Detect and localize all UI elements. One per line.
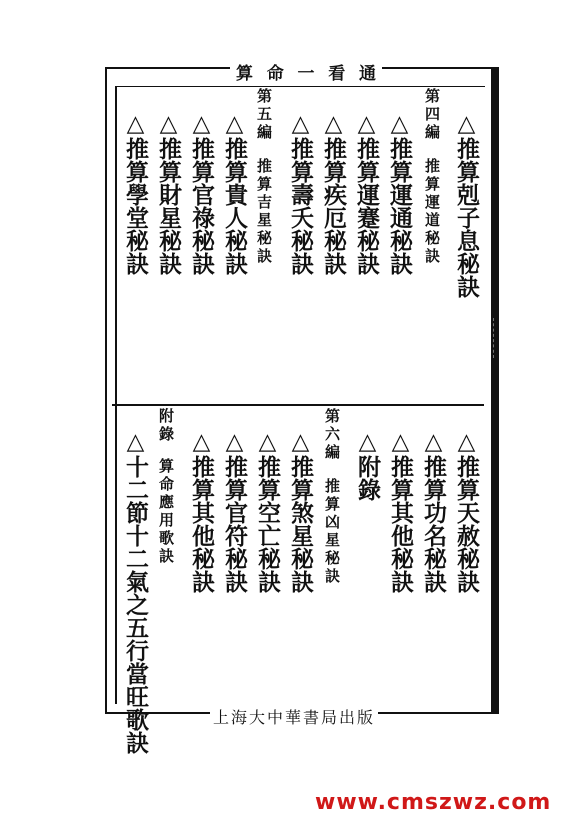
section-heading-4 (424, 88, 439, 266)
toc-entry[interactable]: △推算其他秘訣 (387, 428, 414, 593)
toc-entry[interactable]: △推算官祿秘訣 (188, 110, 215, 275)
section-label: 附錄 (157, 408, 175, 444)
toc-entry[interactable]: △推算財星秘訣 (155, 110, 182, 275)
toc-entry[interactable]: △推算壽夭秘訣 (287, 110, 314, 275)
binding-mark (493, 318, 504, 358)
appendix-heading (158, 408, 173, 566)
toc-entry[interactable]: △推算運蹇秘訣 (353, 110, 380, 275)
section-title[interactable]: 推算運道秘訣 (423, 158, 441, 266)
section-label: 第五編 (255, 88, 273, 142)
toc-entry[interactable]: △推算功名秘訣 (420, 428, 447, 593)
toc-entry[interactable]: △推算疾厄秘訣 (320, 110, 347, 275)
header-char: 算 (236, 63, 253, 84)
toc-entry[interactable]: △附錄 (354, 428, 381, 501)
toc-entry[interactable]: △推算官符秘訣 (221, 428, 248, 593)
toc-entry[interactable]: △推算學堂秘訣 (122, 110, 149, 275)
toc-entry[interactable]: △推算煞星秘訣 (287, 428, 314, 593)
middle-divider (112, 404, 484, 406)
running-header (230, 58, 382, 84)
section-heading-6 (324, 408, 339, 586)
publisher-imprint: 上海大中華書局出版 (210, 705, 378, 727)
section-title[interactable]: 算命應用歌訣 (157, 458, 175, 566)
toc-entry[interactable]: △推算天赦秘訣 (453, 428, 480, 593)
section-heading-5 (256, 88, 271, 266)
section-title[interactable]: 推算吉星秘訣 (255, 158, 273, 266)
watermark-url: www.cmszwz.com (315, 790, 552, 815)
section-title[interactable]: 推算凶星秘訣 (323, 478, 341, 586)
section-label: 第四編 (423, 88, 441, 142)
toc-entry[interactable]: △推算其他秘訣 (188, 428, 215, 593)
header-char: 命 (266, 63, 284, 84)
toc-entry[interactable]: △推算空亡秘訣 (254, 428, 281, 593)
header-char: 通 (359, 63, 376, 84)
toc-entry[interactable]: △推算貴人秘訣 (221, 110, 248, 275)
header-char: 看 (328, 63, 346, 84)
header-char: 一 (297, 63, 315, 84)
toc-entry[interactable]: △十二節十二氣之五行當旺歌訣 (122, 428, 149, 754)
toc-entry[interactable]: △推算剋子息秘訣 (453, 110, 480, 298)
section-label: 第六編 (323, 408, 341, 462)
toc-entry[interactable]: △推算運通秘訣 (386, 110, 413, 275)
